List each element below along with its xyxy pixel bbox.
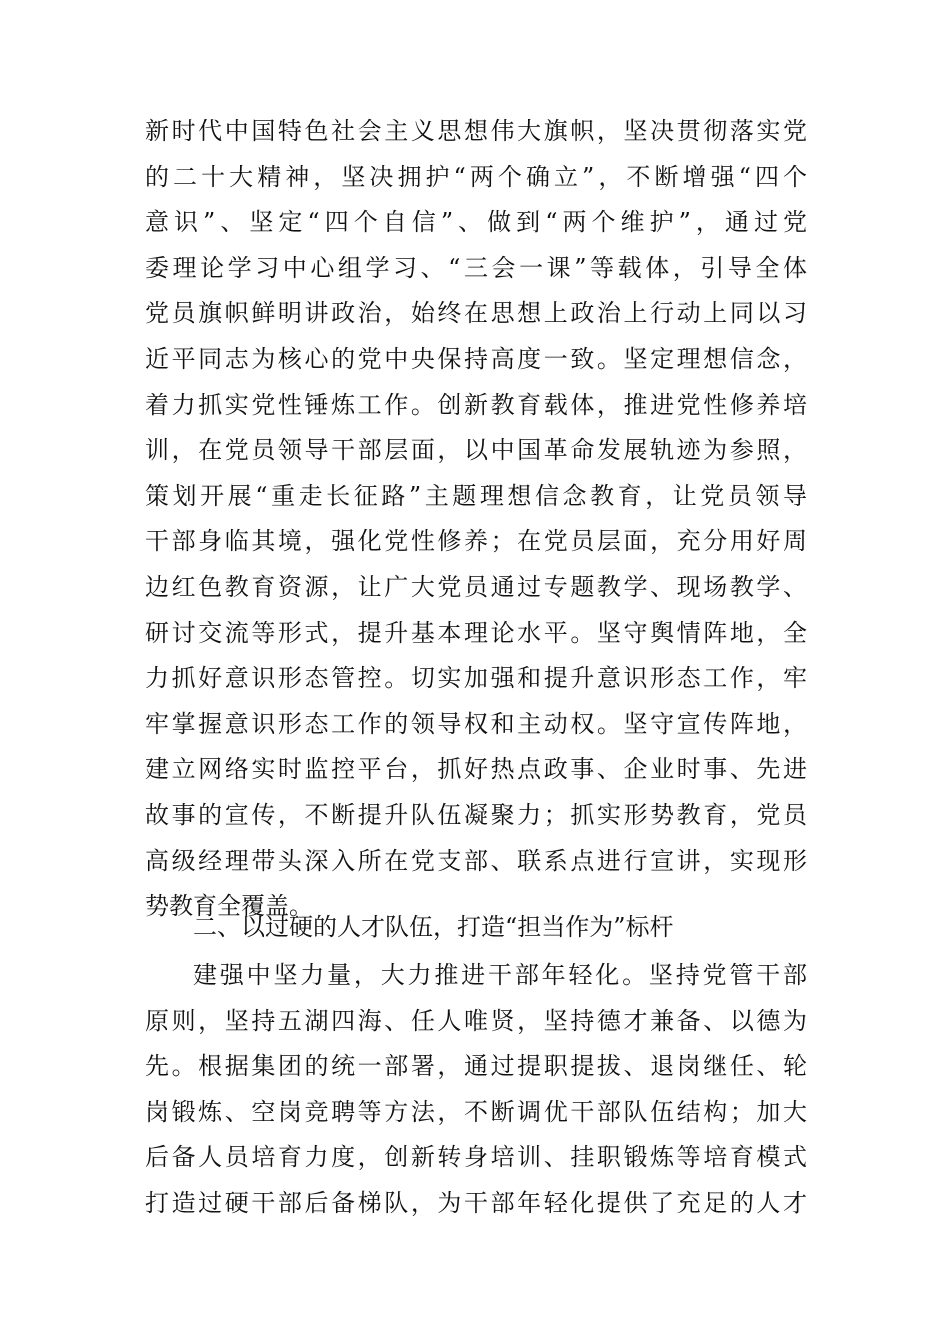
paragraph-ideology bbox=[145, 109, 807, 930]
text-line: 牢掌握意识形态工作的领导权和主动权。坚守宣传阵地， bbox=[145, 709, 807, 738]
text-line: 党员旗帜鲜明讲政治，始终在思想上政治上行动上同以习 bbox=[145, 299, 807, 328]
text-line: 打造过硬干部后备梯队，为干部年轻化提供了充足的人才 bbox=[145, 1188, 807, 1217]
text-line: 新时代中国特色社会主义思想伟大旗帜，坚决贯彻落实党 bbox=[145, 117, 807, 145]
text-line: 原则，坚持五湖四海、任人唯贤，坚持德才兼备、以德为 bbox=[145, 1006, 807, 1035]
text-line: 建强中坚力量，大力推进干部年轻化。坚持党管干部 bbox=[193, 961, 807, 989]
text-line: 力抓好意识形态管控。切实加强和提升意识形态工作，牢 bbox=[145, 664, 807, 693]
text-line: 委理论学习中心组学习、“三会一课”等载体，引导全体 bbox=[145, 253, 807, 282]
text-line: 策划开展“重走长征路”主题理想信念教育，让党员领导 bbox=[145, 481, 807, 510]
text-line: 边红色教育资源，让广大党员通过专题教学、现场教学、 bbox=[145, 572, 807, 601]
text-line: 训，在党员领导干部层面，以中国革命发展轨迹为参照， bbox=[145, 436, 807, 465]
text-line: 干部身临其境，强化党性修养；在党员层面，充分用好周 bbox=[145, 527, 807, 556]
text-line: 着力抓实党性锤炼工作。创新教育载体，推进党性修养培 bbox=[145, 390, 807, 419]
text-line: 岗锻炼、空岗竞聘等方法，不断调优干部队伍结构；加大 bbox=[145, 1097, 807, 1126]
text-line: 研讨交流等形式，提升基本理论水平。坚守舆情阵地，全 bbox=[145, 618, 807, 647]
text-line: 近平同志为核心的党中央保持高度一致。坚定理想信念， bbox=[145, 344, 807, 373]
text-line: 后备人员培育力度，创新转身培训、挂职锻炼等培育模式 bbox=[145, 1143, 807, 1172]
text-line: 意识”、坚定“四个自信”、做到“两个维护”，通过党 bbox=[145, 208, 807, 237]
text-line: 先。根据集团的统一部署，通过提职提拔、退岗继任、轮 bbox=[145, 1052, 807, 1081]
text-line: 高级经理带头深入所在党支部、联系点进行宣讲，实现形 bbox=[145, 846, 807, 875]
text-line: 势教育全覆盖。 bbox=[145, 892, 313, 921]
paragraph-talent bbox=[145, 953, 807, 1227]
text-line: 故事的宣传，不断提升队伍凝聚力；抓实形势教育，党员 bbox=[145, 800, 807, 829]
section-heading: 二、以过硬的人才队伍，打造“担当作为”标杆 bbox=[193, 913, 674, 941]
text-line: 建立网络实时监控平台，抓好热点政事、企业时事、先进 bbox=[145, 755, 807, 784]
text-line: 的二十大精神，坚决拥护“两个确立”，不断增强“四个 bbox=[145, 162, 807, 191]
